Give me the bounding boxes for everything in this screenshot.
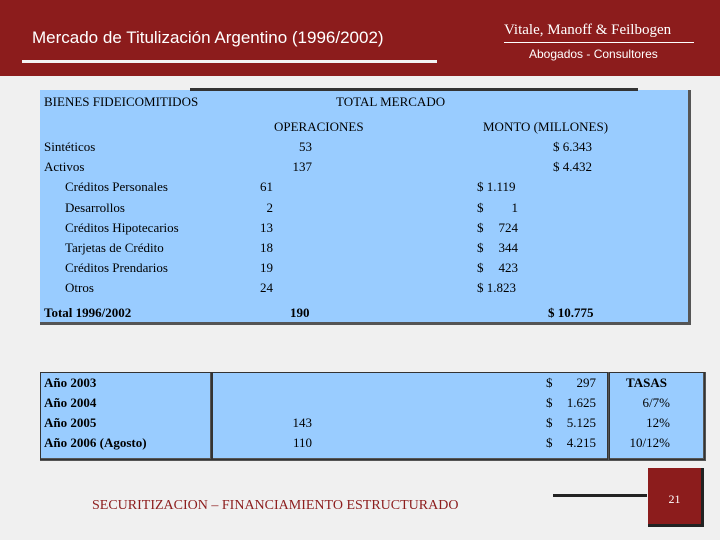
total-label: Total 1996/2002	[44, 305, 132, 320]
year-monto-sign: $	[546, 435, 553, 450]
slide-header	[0, 0, 720, 76]
row-ops: 53	[299, 139, 312, 154]
year-label: Año 2004	[44, 395, 97, 410]
row-monto-sign: $	[477, 200, 484, 215]
row-monto: $ 1.119	[477, 179, 516, 194]
firm-divider	[504, 42, 694, 43]
page-number: 21	[668, 492, 681, 506]
col-header-bienes: BIENES FIDEICOMITIDOS	[44, 94, 199, 109]
row-label: Créditos Personales	[65, 179, 168, 194]
row-label: Tarjetas de Crédito	[65, 240, 164, 255]
row-monto: $ 4.432	[553, 159, 592, 174]
row-monto-sign: $	[477, 260, 484, 275]
year-monto: 297	[576, 375, 596, 390]
row-label: Desarrollos	[65, 200, 125, 215]
row-monto: 1	[511, 200, 518, 215]
rate-value: 6/7%	[642, 395, 670, 410]
year-monto: 4.215	[566, 435, 596, 450]
rates-header: TASAS	[626, 375, 667, 390]
total-monto: $ 10.775	[548, 305, 594, 320]
year-monto: 5.125	[566, 415, 596, 430]
year-monto-sign: $	[546, 395, 553, 410]
year-label: Año 2003	[44, 375, 97, 390]
table-top-rule	[190, 88, 638, 91]
row-ops: 61	[260, 179, 273, 194]
row-label: Créditos Hipotecarios	[65, 220, 179, 235]
row-ops: 13	[260, 220, 273, 235]
row-monto: 423	[498, 260, 518, 275]
row-label: Otros	[65, 280, 94, 295]
col-header-operaciones: OPERACIONES	[274, 119, 364, 134]
firm-subtitle: Abogados - Consultores	[529, 47, 658, 61]
row-monto: $ 6.343	[553, 139, 592, 154]
row-label: Créditos Prendarios	[65, 260, 168, 275]
year-ops: 143	[292, 415, 312, 430]
col-header-monto: MONTO (MILLONES)	[483, 119, 609, 134]
title-underline	[22, 60, 437, 63]
row-label: Activos	[44, 159, 85, 174]
row-monto: 344	[498, 240, 518, 255]
group-header-total-mercado: TOTAL MERCADO	[336, 94, 446, 109]
rate-value: 10/12%	[629, 435, 670, 450]
year-monto-sign: $	[546, 415, 553, 430]
row-monto: $ 1.823	[477, 280, 516, 295]
footer-caption: SECURITIZACION – FINANCIAMIENTO ESTRUCTURADO	[92, 498, 459, 513]
row-monto-sign: $	[477, 240, 484, 255]
row-ops: 2	[266, 200, 273, 215]
row-monto-sign: $	[477, 220, 484, 235]
year-monto: 1.625	[566, 395, 596, 410]
row-ops: 19	[260, 260, 273, 275]
year-monto-sign: $	[546, 375, 553, 390]
slide-title: Mercado de Titulización Argentino (1996/2002)	[32, 28, 384, 47]
year-label: Año 2006 (Agosto)	[44, 435, 147, 450]
row-ops: 24	[260, 280, 273, 295]
year-ops: 110	[292, 435, 312, 450]
rate-value: 12%	[646, 415, 670, 430]
row-label: Sintéticos	[44, 139, 96, 154]
firm-name: Vitale, Manoff & Feilbogen	[504, 22, 672, 38]
row-ops: 18	[260, 240, 273, 255]
row-ops: 137	[292, 159, 312, 174]
row-monto: 724	[498, 220, 518, 235]
year-label: Año 2005	[44, 415, 97, 430]
footer-rule	[553, 494, 647, 497]
total-ops: 190	[290, 305, 310, 320]
